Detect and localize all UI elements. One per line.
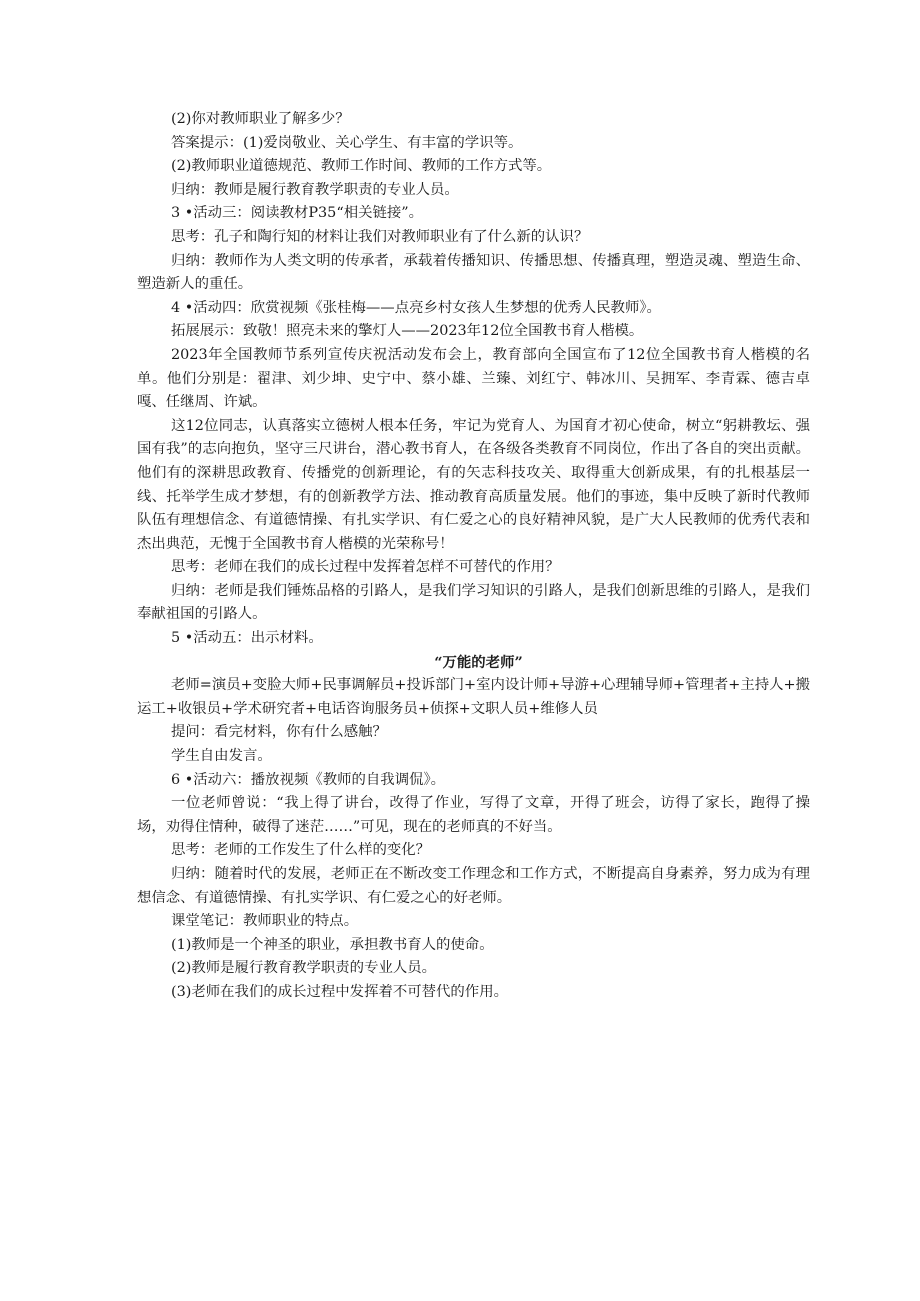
paragraph-answer-2: (2)教师职业道德规范、教师工作时间、教师的工作方式等。 xyxy=(171,158,552,175)
paragraph-think-2: 思考：老师在我们的成长过程中发挥着怎样不可替代的作用？ xyxy=(171,559,560,576)
paragraph-activity-5: 5 •活动五：出示材料。 xyxy=(171,630,323,647)
paragraph-activity-6: 6 •活动六：播放视频《教师的自我调侃》。 xyxy=(171,771,446,788)
paragraph-summary-3: 归纳：老师是我们锤炼品格的引路人，是我们学习知识的引路人，是我们创新思维的引路人，是我们奉献祖国的引路人。 xyxy=(137,582,810,623)
paragraph-summary-4: 归纳：随着时代的发展，老师正在不断改变工作理念和工作方式，不断提高自身素养，努力成为有理想信念、有道德情操、有扎实学识、有仁爱之心的好老师。 xyxy=(137,866,810,906)
paragraph-activity-4: 4 •活动四：欣赏视频《张桂梅——点亮乡村女孩人生梦想的优秀人民教师》。 xyxy=(171,299,661,316)
material-title: “万能的老师” xyxy=(434,653,523,671)
paragraph-answer-hint: 答案提示：(1)爱岗敬业、关心学生、有丰富的学识等。 xyxy=(171,134,523,151)
paragraph-think-1: 思考：孔子和陶行知的材料让我们对教师职业有了什么新的认识？ xyxy=(171,228,589,245)
paragraph-think-3: 思考：老师的工作发生了什么样的变化？ xyxy=(171,842,431,859)
paragraph-question-2: (2)你对教师职业了解多少？ xyxy=(171,111,350,127)
paragraph-note-2: (2)教师是履行教育教学职责的专业人员。 xyxy=(171,960,437,977)
paragraph-free-speech: 学生自由发言。 xyxy=(171,748,272,765)
paragraph-activity-3: 3 •活动三：阅读教材P35“相关链接”。 xyxy=(171,205,424,222)
paragraph-note-1: (1)教师是一个神圣的职业，承担教书育人的使命。 xyxy=(171,936,494,953)
paragraph-model-deeds: 这12位同志，认真落实立德树人根本任务，牢记为党育人、为国育才初心使命，树立“躬耕教坛、强国有我”的志向抱负，坚守三尺讲台，潜心教书育人，在各级各类教育不同岗位，作出了各自的突出贡献。他们有的深耕思政教育、传播党的创新理论，有的矢志科技攻关、取得重大创新成果，有的扎根基层一线、托举学生成才梦想，有的创新教学方法、推动教育高质量发展。他们的事迹，集中反映了新时代教师队伍有理想信念、有道德情操、有扎实学识、有仁爱之心的良好精神风貌，是广大人民教师的优秀代表和杰出典范，无愧于全国教书育人楷模的光荣称号！ xyxy=(137,417,810,552)
paragraph-extension: 拓展展示：致敬！照亮未来的擎灯人——2023年12位全国教书育人楷模。 xyxy=(171,323,644,340)
paragraph-teacher-roles: 老师=演员+变脸大师+民事调解员+投诉部门+室内设计师+导游+心理辅导师+管理者+主持人+搬运工+收银员+学术研究者+电话咨询服务员+侦探+文职人员+维修人员 xyxy=(137,677,810,717)
paragraph-summary-1: 归纳：教师是履行教育教学职责的专业人员。 xyxy=(171,181,459,198)
paragraph-note-3: (3)老师在我们的成长过程中发挥着不可替代的作用。 xyxy=(171,983,508,1000)
paragraph-summary-2: 归纳：教师作为人类文明的传承者，承载着传播知识、传播思想、传播真理，塑造灵魂、塑造生命、塑造新人的重任。 xyxy=(137,252,810,293)
paragraph-question: 提问：看完材料，你有什么感触？ xyxy=(171,724,387,741)
paragraph-model-list: 2023年全国教师节系列宣传庆祝活动发布会上，教育部向全国宣布了12位全国教书育人楷模的名单。他们分别是：翟津、刘少坤、史宁中、蔡小雄、兰臻、刘红宁、韩冰川、吴拥军、李青霖、德吉卓嘎、任继周、许斌。 xyxy=(137,346,810,411)
paragraph-teacher-quote: 一位老师曾说：“我上得了讲台，改得了作业，写得了文章，开得了班会，访得了家长，跑得了操场，劝得住情种，破得了迷茫……”可见，现在的老师真的不好当。 xyxy=(137,795,810,835)
paragraph-class-notes: 课堂笔记：教师职业的特点。 xyxy=(171,913,359,930)
